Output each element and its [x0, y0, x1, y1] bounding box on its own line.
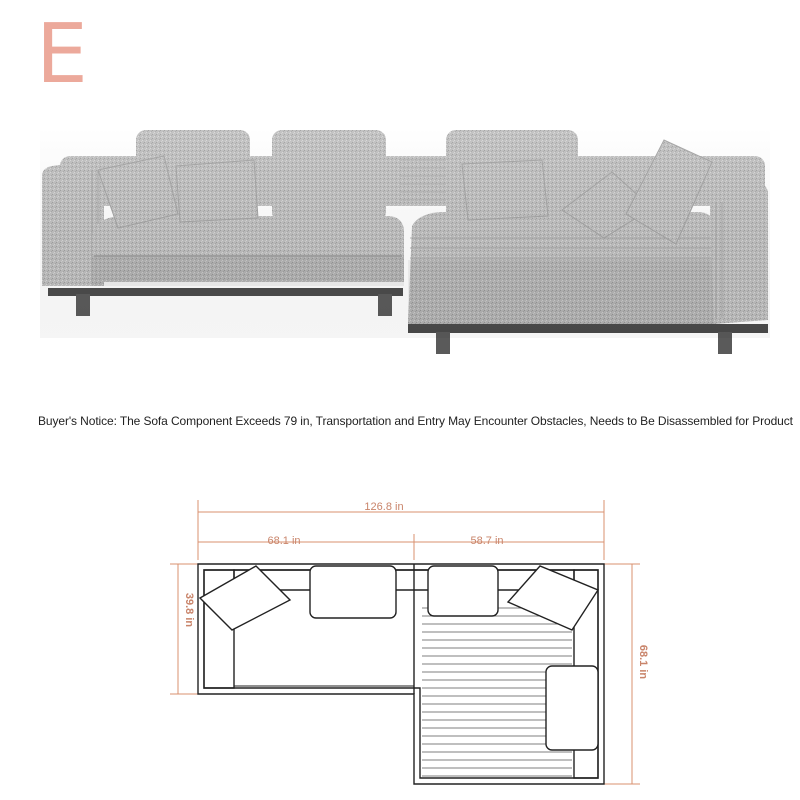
- diagram-back-cushion: [428, 566, 498, 616]
- diagram-side-cushion: [546, 666, 598, 750]
- sofa-top-view-diagram: [0, 490, 800, 800]
- dim-left-width: 68.1 in: [267, 535, 301, 547]
- dim-right-width: 58.7 in: [470, 535, 504, 547]
- sofa-photo: [0, 110, 800, 390]
- diagram-back-cushion: [310, 566, 396, 618]
- buyers-notice: Buyer's Notice: The Sofa Component Exceeds 79 in, Transportation and Entry May Encounter Obstacles, Needs to Be Disassembled for Product: [38, 414, 793, 428]
- dim-total-width: 126.8 in: [364, 501, 404, 513]
- dim-left-depth: 39.8 in: [183, 592, 195, 628]
- variant-letter-badge: E: [36, 7, 88, 102]
- dim-right-depth: 68.1 in: [637, 644, 649, 680]
